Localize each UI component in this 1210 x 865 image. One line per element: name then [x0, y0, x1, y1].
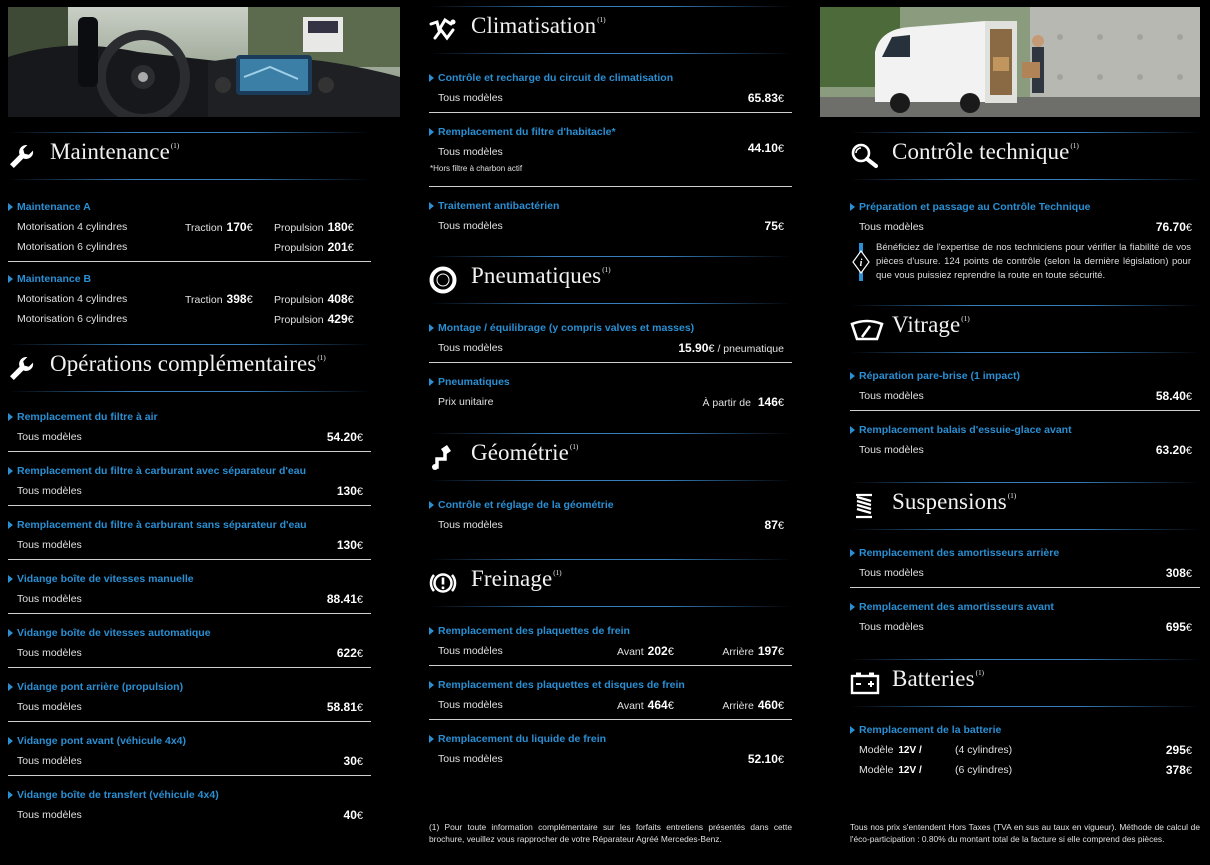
- price-row: Prix unitaire À partir de 146€: [438, 395, 784, 409]
- item-title: Remplacement des plaquettes et disques de frein: [429, 676, 792, 695]
- maintenance-a: [8, 198, 371, 261]
- price-row: Motorisation 6 cylindres Propulsion 429€: [17, 312, 354, 326]
- maintenance-header: [8, 132, 371, 180]
- maintenance-section: [8, 132, 371, 333]
- pneumatiques-header: [429, 256, 792, 304]
- item-title: Remplacement du filtre à air: [8, 408, 371, 427]
- price-row: Tous modèles 65.83€: [438, 91, 784, 105]
- price-row: Tous modèles 88.41€: [17, 592, 363, 606]
- service-item: [8, 786, 371, 829]
- item-title: Remplacement du filtre d'habitacle*: [429, 123, 792, 142]
- item-title: Vidange pont arrière (propulsion): [8, 678, 371, 697]
- climatisation-section: [429, 6, 792, 240]
- price-row: Tous modèles 15.90€ / pneumatique: [438, 341, 784, 355]
- price-row: Motorisation 4 cylindres Traction 398€ Propulsion 408€: [17, 292, 354, 306]
- service-item: [850, 367, 1200, 411]
- item-title: Vidange boîte de vitesses automatique: [8, 624, 371, 643]
- wrench-icon: [8, 354, 36, 382]
- service-item: [8, 570, 371, 614]
- battery-icon: [850, 669, 880, 697]
- price-row: Tous modèles Avant 202€ Arrière 197€: [438, 644, 784, 658]
- service-item: [429, 197, 792, 240]
- brake-warning-icon: [429, 569, 457, 597]
- info-box: i Bénéficiez de l'expertise de nos techniciens pour vérifier la fiabilité de vos pièces d'usure. 124 points de contrôle (selon la dernière législation) pour que vous puissiez reprendre la route en toute sécurité.: [850, 241, 1200, 285]
- item-title: Contrôle et recharge du circuit de climatisation: [429, 69, 792, 88]
- info-icon: [852, 243, 870, 281]
- service-item: [429, 69, 792, 113]
- item-title: Remplacement des amortisseurs avant: [850, 598, 1200, 617]
- photo-van-interior: [8, 7, 400, 117]
- steering-geometry-icon: [429, 443, 457, 471]
- service-item: [429, 496, 792, 539]
- maintenance-title: Maintenance$^{(1)}$: [50, 139, 180, 164]
- item-title: Préparation et passage au Contrôle Technique: [850, 198, 1200, 217]
- vitrage-section: [850, 305, 1200, 464]
- service-item: [429, 123, 792, 187]
- item-title: Remplacement de la batterie: [850, 721, 1200, 740]
- item-title: Traitement antibactérien: [429, 197, 792, 216]
- geometrie-section: [429, 433, 792, 539]
- price-row: Tous modèles 308€: [859, 566, 1192, 580]
- geometrie-header: [429, 433, 792, 481]
- controle-technique-header: [850, 132, 1200, 180]
- price-row: Tous modèles 52.10€: [438, 752, 784, 766]
- air-flow-icon: [429, 16, 457, 44]
- price-row: Tous modèles 58.40€: [859, 389, 1192, 403]
- price-row: Tous modèles 622€: [17, 646, 363, 660]
- footnote-prices: Tous nos prix s'entendent Hors Taxes (TVA en sus au taux en vigueur). Méthode de calcul de l'éco-participation : 0.80% du montant total de la facture si elle comprend des pièces.: [850, 822, 1200, 844]
- item-title: Réparation pare-brise (1 impact): [850, 367, 1200, 386]
- batteries-header: [850, 659, 1200, 707]
- service-item: [8, 462, 371, 506]
- price-row: Tous modèles 130€: [17, 538, 363, 552]
- pneumatiques-section: [429, 256, 792, 416]
- geometrie-title: Géométrie$^{(1)}$: [471, 440, 579, 465]
- item-title: Remplacement du liquide de frein: [429, 730, 792, 749]
- service-item: [429, 319, 792, 363]
- batteries-title: Batteries$^{(1)}$: [892, 666, 985, 691]
- service-item: [850, 721, 1200, 784]
- vitrage-title: Vitrage$^{(1)}$: [892, 312, 970, 337]
- item-title: Remplacement du filtre à carburant sans séparateur d'eau: [8, 516, 371, 535]
- windshield-icon: [850, 315, 884, 343]
- item-title: Remplacement du filtre à carburant avec séparateur d'eau: [8, 462, 371, 481]
- service-item: [850, 421, 1200, 464]
- price-row: Tous modèles 76.70€: [859, 220, 1192, 234]
- item-title: Maintenance B: [8, 270, 371, 289]
- price-row: Tous modèles 58.81€: [17, 700, 363, 714]
- service-item: [8, 732, 371, 776]
- suspensions-header: [850, 482, 1200, 530]
- price-row: Tous modèles 695€: [859, 620, 1192, 634]
- freinage-title: Freinage$^{(1)}$: [471, 566, 562, 591]
- item-title: Remplacement des plaquettes de frein: [429, 622, 792, 641]
- suspensions-section: [850, 482, 1200, 641]
- freinage-header: [429, 559, 792, 607]
- vitrage-header: [850, 305, 1200, 353]
- controle-technique-section: [850, 132, 1200, 285]
- batteries-section: [850, 659, 1200, 784]
- price-row: Motorisation 4 cylindres Traction 170€ Propulsion 180€: [17, 220, 354, 234]
- service-item: [850, 198, 1200, 241]
- service-item: [429, 622, 792, 666]
- item-title: Remplacement balais d'essuie-glace avant: [850, 421, 1200, 440]
- price-row: Tous modèles 63.20€: [859, 443, 1192, 457]
- spring-icon: [850, 492, 878, 520]
- operations-section: [8, 344, 371, 829]
- service-item: [8, 624, 371, 668]
- climatisation-header: [429, 6, 792, 54]
- wrench-icon: [8, 142, 36, 170]
- price-row: Tous modèles 44.10€: [438, 141, 784, 158]
- item-title: Contrôle et réglage de la géométrie: [429, 496, 792, 515]
- price-row: Tous modèles 87€: [438, 518, 784, 532]
- price-row: Modèle 12V / (4 cylindres) 295€: [859, 743, 1192, 757]
- price-row: Tous modèles 30€: [17, 754, 363, 768]
- operations-list: [8, 408, 371, 829]
- service-item: [850, 598, 1200, 641]
- service-item: [8, 678, 371, 722]
- item-title: Montage / équilibrage (y compris valves et masses): [429, 319, 792, 338]
- item-title: Vidange boîte de transfert (véhicule 4x4): [8, 786, 371, 805]
- service-item: [429, 676, 792, 720]
- pneumatiques-title: Pneumatiques$^{(1)}$: [471, 263, 611, 288]
- item-title: Remplacement des amortisseurs arrière: [850, 544, 1200, 563]
- price-row: Tous modèles 75€: [438, 219, 784, 233]
- service-item: [8, 408, 371, 452]
- price-row: Tous modèles 130€: [17, 484, 363, 498]
- price-row: Tous modèles 54.20€: [17, 430, 363, 444]
- freinage-section: [429, 559, 792, 773]
- tire-icon: [429, 266, 457, 294]
- item-title: Vidange pont avant (véhicule 4x4): [8, 732, 371, 751]
- service-item: [8, 516, 371, 560]
- operations-title: Opérations complémentaires$^{(1)}$: [50, 351, 326, 376]
- price-row: Tous modèles 40€: [17, 808, 363, 822]
- price-row: Motorisation 6 cylindres Propulsion 201€: [17, 240, 354, 254]
- item-title: Maintenance A: [8, 198, 371, 217]
- price-row: Tous modèles Avant 464€ Arrière 460€: [438, 698, 784, 712]
- price-row: Modèle 12V / (6 cylindres) 378€: [859, 763, 1192, 777]
- operations-header: [8, 344, 371, 392]
- item-title: Vidange boîte de vitesses manuelle: [8, 570, 371, 589]
- climatisation-title: Climatisation$^{(1)}$: [471, 13, 606, 38]
- footnote: (1) Pour toute information complémentaire sur les forfaits entretiens présentés dans cette brochure, veuillez vous rapprocher de votre Réparateur Agréé Mercedes-Benz.: [429, 822, 792, 844]
- service-item: [429, 730, 792, 773]
- maintenance-b: [8, 270, 371, 333]
- item-title: Pneumatiques: [429, 373, 792, 392]
- suspensions-title: Suspensions$^{(1)}$: [892, 489, 1017, 514]
- service-item: [429, 373, 792, 416]
- magnifier-icon: [850, 142, 878, 170]
- item-note: *Hors filtre à charbon actif: [430, 164, 523, 173]
- svg-text:i: i: [859, 258, 863, 269]
- controle-technique-title: Contrôle technique$^{(1)}$: [892, 139, 1079, 164]
- photo-van-exterior: [820, 7, 1200, 117]
- service-item: [850, 544, 1200, 588]
